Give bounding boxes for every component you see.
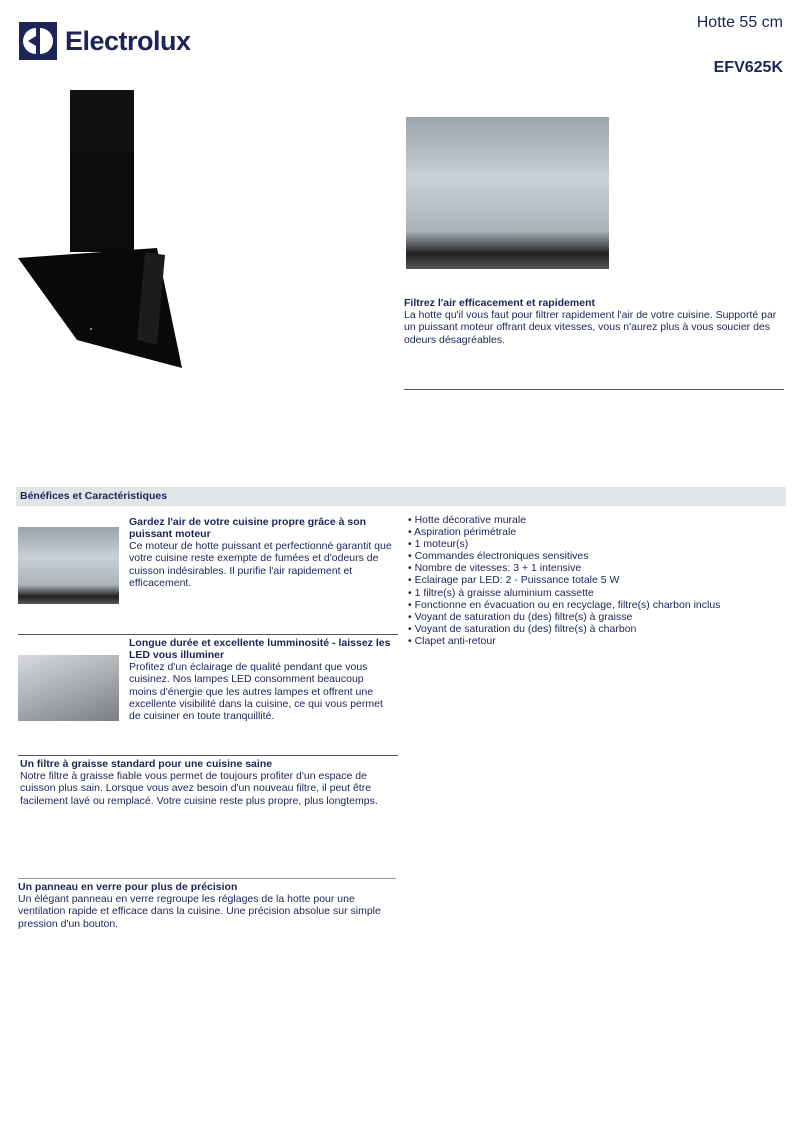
benefit-image-motor	[18, 527, 119, 604]
feature-item: • Commandes électroniques sensitives	[408, 550, 589, 563]
benefit-heading: Un filtre à graisse standard pour une cuisine saine	[20, 758, 273, 770]
feature-item: • Voyant de saturation du (des) filtre(s) à graisse	[408, 610, 633, 623]
feature-item: • Nombre de vitesses: 3 + 1 intensive	[408, 562, 582, 575]
benefit-text: Notre filtre à graisse fiable vous permet de toujours profiter d'un espace de cuisson plus sain. Lorsque vous avez besoin d'un nouveau filtre, il peut être facilement lavé ou remplacé. Votre cuisine reste plus propre, plus longtemps.	[20, 770, 378, 807]
product-title: Hotte 55 cm	[696, 14, 783, 31]
feature-item: • Voyant de saturation du (des) filtre(s) à charbon	[408, 622, 637, 635]
electrolux-logo-icon	[19, 22, 57, 60]
product-model: EFV625K	[713, 59, 783, 76]
feature-item: • 1 moteur(s)	[408, 538, 469, 551]
feature-item: • Clapet anti-retour	[408, 634, 496, 647]
benefit-text: Ce moteur de hotte puissant et perfectionné garantit que votre cuisine reste exempte de fumées et d'odeurs de cuisson indésirables. Il purifie l'air rapidement et efficacement.	[129, 540, 392, 589]
feature-item: • 1 filtre(s) à graisse aluminium cassette	[408, 586, 594, 599]
divider	[18, 634, 398, 635]
divider	[404, 389, 784, 390]
brand-logo	[19, 22, 191, 60]
divider	[18, 878, 396, 879]
feature-item: • Eclairage par LED: 2 - Puissance totale 5 W	[408, 574, 620, 587]
benefit-text: Profitez d'un éclairage de qualité pendant que vous cuisinez. Nos lampes LED consomment beaucoup moins d'énergie que les autres lampes et offrent une excellente visibilité dans la cuisine, ce qui vous permet de cuisiner en toute tranquillité.	[129, 661, 383, 723]
feature-item: • Fonctionne en évacuation ou en recyclage, filtre(s) charbon inclus	[408, 598, 721, 611]
benefit-text: Un élégant panneau en verre regroupe les réglages de la hotte pour une ventilation rapide et efficace dans la cuisine. Une précision absolue sur simple pression d'un bouton.	[18, 893, 381, 930]
kitchen-photo	[406, 117, 609, 269]
intro-heading: Filtrez l'air efficacement et rapidement	[404, 297, 595, 309]
feature-item: • Aspiration périmétrale	[408, 526, 517, 539]
benefit-heading: Gardez l'air de votre cuisine propre grâce à son puissant moteur	[129, 516, 367, 541]
section-title: Bénéfices et Caractéristiques	[16, 487, 786, 506]
brand-name: Electrolux	[65, 25, 191, 56]
divider	[18, 755, 398, 756]
product-image	[17, 90, 183, 370]
features-list	[408, 514, 720, 647]
benefit-heading: Longue durée et excellente lumminosité - laissez les LED vous illuminer	[129, 637, 391, 662]
feature-item: • Hotte décorative murale	[408, 514, 527, 526]
benefit-image-led	[18, 655, 119, 721]
intro-text: La hotte qu'il vous faut pour filtrer rapidement l'air de votre cuisine. Supporté par un puissant moteur offrant deux vitesses, vous n'aurez plus à vous soucier des odeurs désagréables.	[404, 309, 777, 346]
benefit-heading: Un panneau en verre pour plus de précision	[18, 881, 238, 893]
